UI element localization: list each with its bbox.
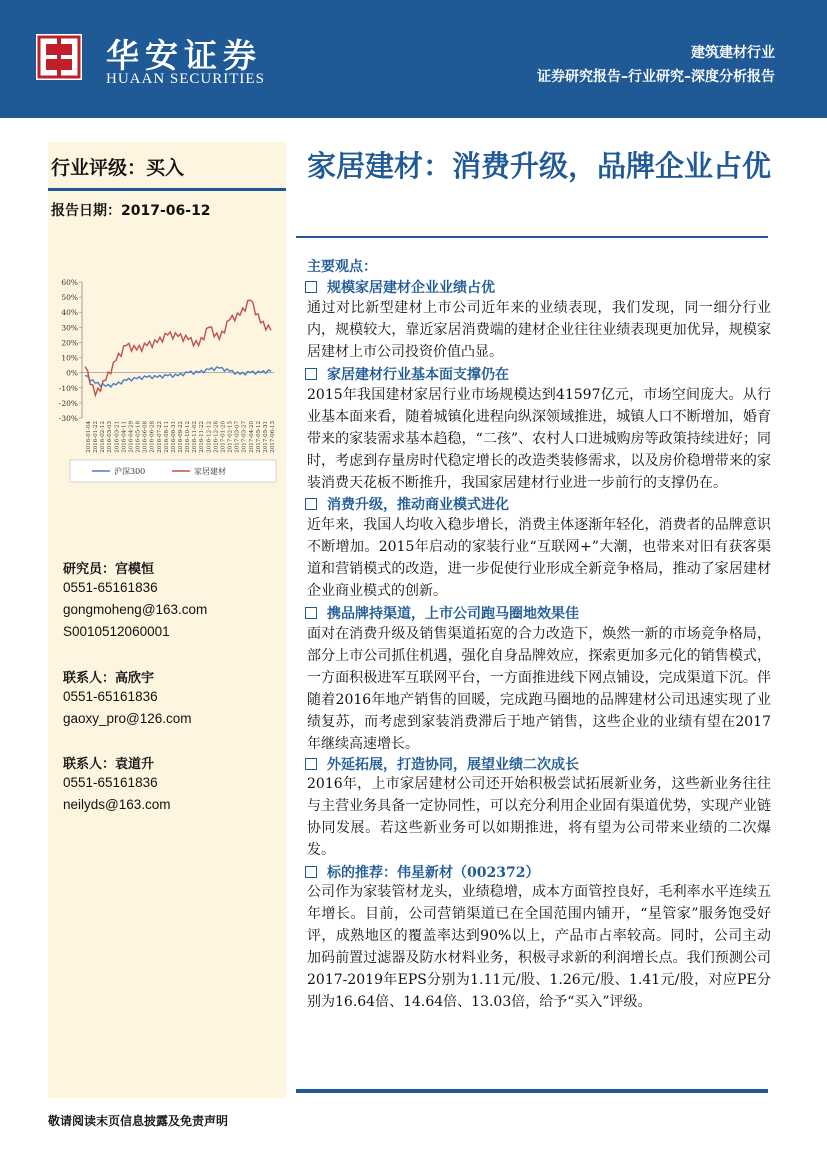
x-tick-label: 2016-06-08 xyxy=(142,421,149,453)
x-tick-label: 2016-02-12 xyxy=(100,421,107,453)
x-tick-label: 2016-05-18 xyxy=(135,421,142,453)
x-tick-label: 2016-08-11 xyxy=(163,421,170,453)
section-text-3: 近年来，我国人均收入稳步增长，消费主体逐渐年轻化，消费者的品牌意识不断增加。2015年启动的家装行业“互联网+”大潮，也带来对旧有获客渠道和营销模式的改造，进一步促使行业形成全新竞争格局，推动了家居建材企业商业模式的创新。 xyxy=(307,517,771,599)
legend-label: 家居建材 xyxy=(194,467,226,476)
y-tick-label: 20% xyxy=(61,338,78,348)
title-divider xyxy=(296,236,768,238)
contact1-label: 联系人：高欣宇 xyxy=(63,671,155,686)
report-date-value: 2017-06-12 xyxy=(121,203,211,219)
checkbox-bullet-icon xyxy=(305,368,317,380)
section-heading-1: 规模家居建材企业业绩占优 xyxy=(305,277,495,297)
x-tick-label: 2016-12-12 xyxy=(206,421,213,453)
industry-rating: 行业评级：买入 xyxy=(51,157,185,179)
disclaimer-footer: 敬请阅读末页信息披露及免责声明 xyxy=(48,1114,229,1128)
brand-cn: 华安证券 xyxy=(106,36,262,75)
x-tick-label: 2016-10-12 xyxy=(185,421,192,453)
x-tick-label: 2017-04-20 xyxy=(248,421,255,453)
section-text-5: 2016年，上市家居建材公司还开始积极尝试拓展新业务，这些新业务往往与主营业务具备一定协同性，可以充分利用企业固有渠道优势，实现产业链协同发展。若这些新业务可以如期推进，将有望为公司带来业绩的二次爆发。 xyxy=(307,776,771,858)
x-tick-label: 2016-12-28 xyxy=(213,421,220,453)
x-tick-label: 2016-01-04 xyxy=(86,421,92,453)
y-tick-label: -10% xyxy=(58,383,78,393)
x-tick-label: 2017-03-27 xyxy=(241,421,248,453)
series-line-hs300 xyxy=(85,367,271,387)
analyst-email[interactable]: gongmoheng@163.com xyxy=(63,602,208,617)
contact2-phone: 0551-65161836 xyxy=(63,775,158,790)
y-tick-label: 30% xyxy=(61,323,78,333)
x-tick-label: 2016-11-02 xyxy=(192,421,199,453)
contact1-email[interactable]: gaoxy_pro@126.com xyxy=(63,711,192,726)
checkbox-bullet-icon xyxy=(305,498,317,510)
section-text-2: 2015年我国建材家居行业市场规模达到41597亿元，市场空间庞大。从行业基本面来看，随着城镇化进程向纵深领域推进，城镇人口不断增加，婚育带来的家装需求基本趋稳，“二孩”、农村人口进城购房等政策持续进好；同时，考虑到存量房时代稳定增长的改造类装修需求，以及房价稳增带来的家装消费天花板不断推升，我国家居建材行业进一步前行的支撑仍在。 xyxy=(307,387,771,491)
section-heading-2: 家居建材行业基本面支撑仍在 xyxy=(305,364,509,384)
report-type: 证券研究报告–行业研究–深度分析报告 xyxy=(537,69,775,85)
y-tick-label: 0% xyxy=(66,368,78,378)
report-date xyxy=(51,200,211,220)
y-tick-label: 40% xyxy=(61,308,78,318)
checkbox-bullet-icon xyxy=(305,281,317,293)
analyst-phone: 0551-65161836 xyxy=(63,580,158,595)
performance-chart-svg xyxy=(52,268,282,488)
bottom-divider xyxy=(296,1089,768,1093)
analyst-label: 研究员：宫模恒 xyxy=(63,562,155,577)
section-heading-5: 外延拓展，打造协同，展望业绩二次成长 xyxy=(305,754,579,774)
x-tick-label: 2016-04-11 xyxy=(121,421,128,453)
checkbox-bullet-icon xyxy=(305,866,317,878)
x-tick-label: 2016-03-03 xyxy=(107,421,114,453)
contact2-label: 联系人：袁道升 xyxy=(63,757,155,772)
report-date-label: 报告日期： xyxy=(51,203,121,219)
y-tick-label: 60% xyxy=(61,278,78,287)
section-heading-6: 标的推荐：伟星新材（002372） xyxy=(305,862,539,882)
main-points-heading: 主要观点： xyxy=(307,259,377,275)
x-tick-label: 2016-01-22 xyxy=(93,421,100,453)
x-tick-label: 2017-03-07 xyxy=(234,421,241,453)
section-text-6: 公司作为家装管材龙头，业绩稳增，成本方面管控良好，毛利率水平连续五年增长。目前，公司营销渠道已在全国范围内铺开，“星管家”服务饱受好评，成熟地区的覆盖率达到90%以上，产品市占率较高。同时，公司主动加码前置过滤器及防水材料业务，积极寻求新的利润增长点。我们预测公司2017-2019年EPS分别为1.11元/股、1.26元/股、1.41元/股，对应PE分别为16.64倍、14.64倍、13.03倍，给予“买入”评级。 xyxy=(307,884,771,1010)
section-heading-3: 消费升级，推动商业模式进化 xyxy=(305,494,509,514)
x-tick-label: 2017-01-20 xyxy=(220,421,227,453)
x-tick-label: 2016-08-31 xyxy=(170,421,177,453)
x-tick-label: 2017-05-12 xyxy=(255,421,262,453)
contact1-phone: 0551-65161836 xyxy=(63,689,158,704)
report-title: 家居建材：消费升级，品牌企业占优 xyxy=(307,149,772,183)
analyst-license: S0010512060001 xyxy=(63,624,170,639)
industry-label: 建筑建材行业 xyxy=(691,45,775,61)
x-tick-label: 2017-02-15 xyxy=(227,421,234,453)
page-header xyxy=(0,0,827,118)
y-tick-label: -30% xyxy=(58,414,78,423)
x-tick-label: 2016-04-29 xyxy=(128,421,135,453)
y-tick-label: 10% xyxy=(61,353,78,363)
x-tick-label: 2017-05-31 xyxy=(262,421,269,453)
performance-chart xyxy=(52,268,282,488)
x-tick-label: 2016-09-22 xyxy=(178,421,184,453)
section-text-4: 面对在消费升级及销售渠道拓宽的合力改造下，焕然一新的市场竞争格局，部分上市公司抓住机遇，强化自身品牌效应，探索更加多元化的销售模式，一方面积极进军互联网平台，一方面推进线下网点铺设，完成渠道下沉。伴随着2016年地产销售的回暖，完成跑马圈地的品牌建材公司迅速实现了业绩复苏，而考虑到家装消费滞后于地产销售，这些企业的业绩有望在2017年继续高速增长。 xyxy=(307,626,771,752)
x-tick-label: 2016-06-28 xyxy=(149,421,156,453)
x-tick-label: 2016-07-22 xyxy=(156,421,163,453)
brand-en: HUAAN SECURITIES xyxy=(106,71,265,87)
x-tick-label: 2017-06-13 xyxy=(270,421,276,453)
section-heading-4: 携品牌持渠道，上市公司跑马圈地效果佳 xyxy=(305,603,579,623)
x-tick-label: 2016-11-22 xyxy=(199,421,206,453)
checkbox-bullet-icon xyxy=(305,607,317,619)
x-tick-label: 2016-03-21 xyxy=(114,421,121,453)
huaan-logo-icon xyxy=(36,34,82,80)
y-tick-label: -20% xyxy=(58,398,78,408)
contact2-email[interactable]: neilyds@163.com xyxy=(63,797,171,812)
series-line-home-building xyxy=(85,300,271,395)
legend-label: 沪深300 xyxy=(114,467,146,476)
y-tick-label: 50% xyxy=(61,293,78,303)
section-text-1: 通过对比新型建材上市公司近年来的业绩表现，我们发现，同一细分行业内，规模较大，靠近家居消费端的建材企业往往业绩表现更加优异，规模家居建材上市公司投资价值凸显。 xyxy=(307,300,771,360)
rating-divider xyxy=(48,188,286,191)
checkbox-bullet-icon xyxy=(305,758,317,770)
